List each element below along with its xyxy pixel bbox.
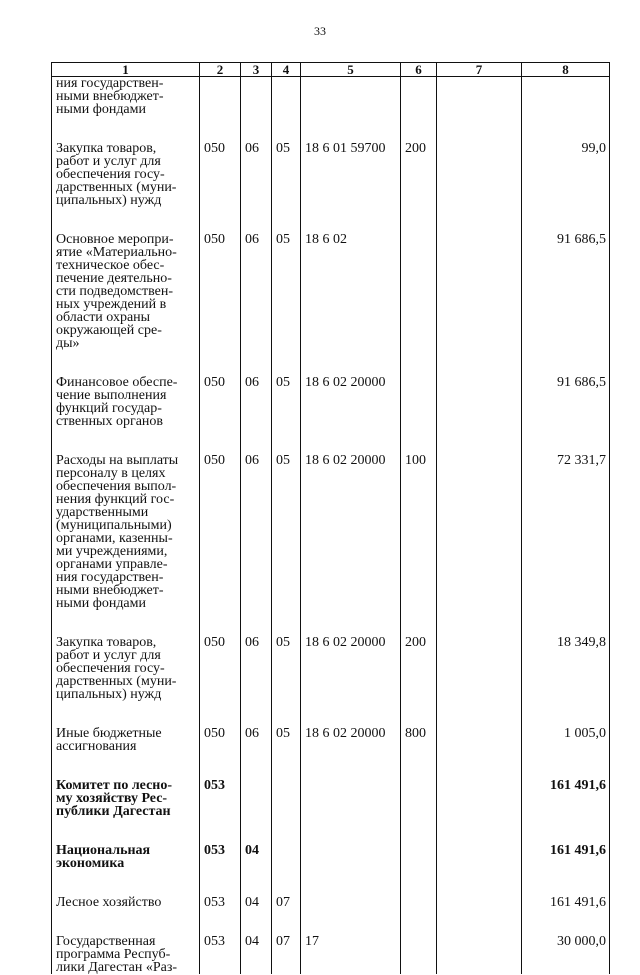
row-code-target: 18 6 02 (301, 207, 401, 350)
row-col-7 (437, 610, 522, 701)
row-name: ния государствен- ными внебюджет- ными фондами (52, 77, 200, 117)
row-name: Финансовое обеспе- чение выполнения функций государ- ственных органов (52, 350, 200, 428)
row-col-7 (437, 428, 522, 610)
row-code-section: 04 (241, 818, 272, 870)
row-col-7 (437, 116, 522, 207)
row-code-section (241, 77, 272, 117)
table-body (52, 77, 610, 975)
row-amount: 30 000,0 (522, 909, 610, 974)
column-header: 3 (241, 63, 272, 77)
row-col-7 (437, 350, 522, 428)
table-row (52, 909, 610, 974)
row-code-subsection (272, 818, 301, 870)
row-code-admin: 053 (200, 818, 241, 870)
column-header: 8 (522, 63, 610, 77)
row-col-7 (437, 870, 522, 909)
row-code-expense-type (401, 350, 437, 428)
row-code-subsection: 05 (272, 428, 301, 610)
row-code-expense-type (401, 870, 437, 909)
row-code-expense-type: 200 (401, 610, 437, 701)
row-name: Закупка товаров, работ и услуг для обеспечения госу- дарственных (муни- ципальных) нужд (52, 116, 200, 207)
row-name: Лесное хозяйство (52, 870, 200, 909)
row-code-section: 06 (241, 428, 272, 610)
row-col-7 (437, 753, 522, 818)
row-code-section (241, 753, 272, 818)
row-code-expense-type (401, 753, 437, 818)
table-row (52, 870, 610, 909)
row-col-7 (437, 77, 522, 117)
row-code-target (301, 753, 401, 818)
row-code-admin (200, 77, 241, 117)
row-code-section: 06 (241, 116, 272, 207)
column-header: 5 (301, 63, 401, 77)
row-amount: 161 491,6 (522, 818, 610, 870)
row-code-subsection (272, 77, 301, 117)
row-amount: 161 491,6 (522, 753, 610, 818)
row-code-section: 04 (241, 909, 272, 974)
row-code-section: 06 (241, 610, 272, 701)
row-code-subsection: 05 (272, 610, 301, 701)
table-row (52, 207, 610, 350)
row-code-admin: 050 (200, 116, 241, 207)
row-col-7 (437, 818, 522, 870)
row-code-target: 18 6 02 20000 (301, 701, 401, 753)
column-header: 6 (401, 63, 437, 77)
row-code-expense-type: 800 (401, 701, 437, 753)
row-code-subsection: 05 (272, 207, 301, 350)
row-amount: 91 686,5 (522, 207, 610, 350)
row-code-subsection: 05 (272, 350, 301, 428)
row-code-section: 06 (241, 701, 272, 753)
row-code-expense-type (401, 818, 437, 870)
row-code-subsection: 07 (272, 870, 301, 909)
table-row (52, 77, 610, 117)
table-header-row (52, 63, 610, 77)
row-code-subsection: 05 (272, 116, 301, 207)
row-name: Комитет по лесно- му хозяйству Рес- публики Дагестан (52, 753, 200, 818)
row-code-expense-type (401, 909, 437, 974)
row-code-section: 06 (241, 350, 272, 428)
row-code-admin: 050 (200, 610, 241, 701)
table-row (52, 116, 610, 207)
row-amount: 91 686,5 (522, 350, 610, 428)
row-code-section: 04 (241, 870, 272, 909)
row-code-expense-type (401, 77, 437, 117)
row-name: Закупка товаров, работ и услуг для обеспечения госу- дарственных (муни- ципальных) нужд (52, 610, 200, 701)
row-code-admin: 053 (200, 909, 241, 974)
row-name: Расходы на выплаты персоналу в целях обеспечения выпол- нения функций гос- ударственными (муниципальными) органами, казенны- ми учреждениями, органами управле- ния государствен- ными внебюджет- ными фондами (52, 428, 200, 610)
row-code-subsection: 07 (272, 909, 301, 974)
row-code-target (301, 77, 401, 117)
row-code-admin: 050 (200, 350, 241, 428)
row-amount: 18 349,8 (522, 610, 610, 701)
table-row (52, 610, 610, 701)
page-number: 33 (314, 24, 326, 38)
row-col-7 (437, 701, 522, 753)
row-amount (522, 77, 610, 117)
row-code-target: 17 (301, 909, 401, 974)
row-code-target: 18 6 01 59700 (301, 116, 401, 207)
row-amount: 99,0 (522, 116, 610, 207)
row-code-expense-type: 200 (401, 116, 437, 207)
column-header: 1 (52, 63, 200, 77)
row-name: Национальная экономика (52, 818, 200, 870)
table-row (52, 428, 610, 610)
row-code-admin: 053 (200, 753, 241, 818)
row-code-target (301, 818, 401, 870)
row-amount: 72 331,7 (522, 428, 610, 610)
row-code-admin: 050 (200, 207, 241, 350)
row-code-section: 06 (241, 207, 272, 350)
table-row (52, 753, 610, 818)
column-header: 7 (437, 63, 522, 77)
row-amount: 161 491,6 (522, 870, 610, 909)
row-code-target: 18 6 02 20000 (301, 610, 401, 701)
row-code-target (301, 870, 401, 909)
row-name: Основное меропри- ятие «Материально- техническое обес- печение деятельно- сти подведомствен- ных учреждений в области охраны окружающей сре- ды» (52, 207, 200, 350)
budget-table (51, 62, 610, 974)
row-amount: 1 005,0 (522, 701, 610, 753)
row-code-admin: 050 (200, 428, 241, 610)
row-name: Государственная программа Респуб- лики Дагестан «Раз- (52, 909, 200, 974)
table-row (52, 701, 610, 753)
row-code-expense-type: 100 (401, 428, 437, 610)
row-code-admin: 053 (200, 870, 241, 909)
row-code-admin: 050 (200, 701, 241, 753)
table-row (52, 350, 610, 428)
row-code-subsection: 05 (272, 701, 301, 753)
column-header: 4 (272, 63, 301, 77)
row-code-expense-type (401, 207, 437, 350)
row-code-subsection (272, 753, 301, 818)
row-name: Иные бюджетные ассигнования (52, 701, 200, 753)
row-code-target: 18 6 02 20000 (301, 428, 401, 610)
row-col-7 (437, 207, 522, 350)
row-col-7 (437, 909, 522, 974)
column-header: 2 (200, 63, 241, 77)
table-row (52, 818, 610, 870)
row-code-target: 18 6 02 20000 (301, 350, 401, 428)
